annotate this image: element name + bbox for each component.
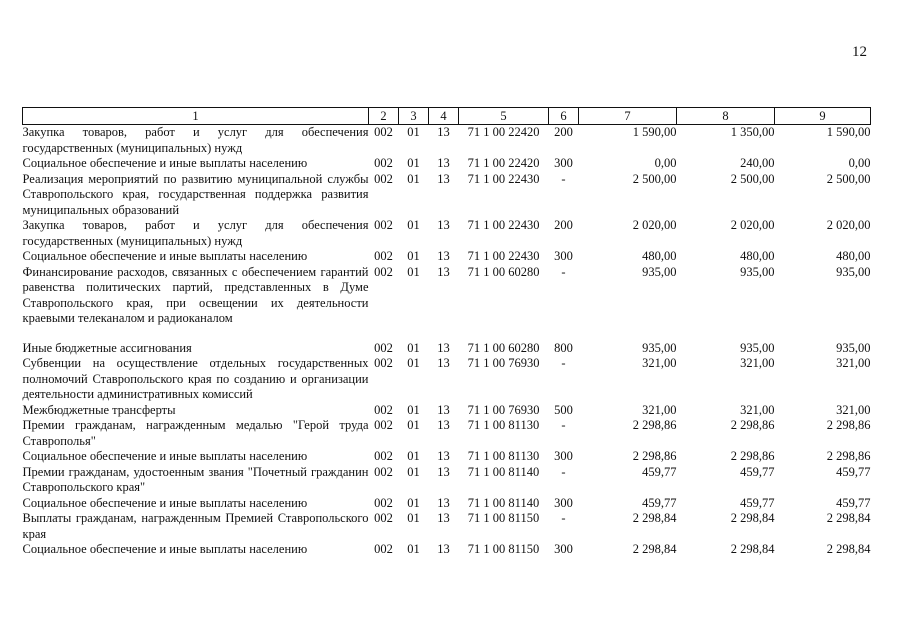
cell-target-article: 71 1 00 81150 bbox=[467, 511, 540, 525]
cell-sum-2: 459,77 bbox=[740, 464, 775, 479]
cell-name: Выплаты гражданам, награжденным Премией Ставропольского края bbox=[22, 511, 369, 541]
cell-sum-2: 459,77 bbox=[740, 495, 775, 510]
cell-target-article: 71 1 00 22420 bbox=[467, 156, 540, 170]
cell-sum-3: 480,00 bbox=[836, 249, 871, 263]
cell-expense-type: 300 bbox=[554, 542, 573, 556]
row-spacer bbox=[23, 327, 871, 341]
cell-target-article: 71 1 00 81150 bbox=[467, 542, 540, 556]
cell-sum-1: 459,77 bbox=[642, 464, 677, 479]
cell-section: 01 bbox=[407, 418, 420, 432]
cell-subsection: 13 bbox=[437, 356, 450, 370]
table-row bbox=[23, 418, 871, 449]
cell-sum-2: 935,00 bbox=[740, 340, 775, 355]
cell-sum-3: 935,00 bbox=[836, 340, 871, 355]
cell-subsection: 13 bbox=[437, 495, 450, 510]
table-row bbox=[23, 449, 871, 465]
cell-expense-type: - bbox=[561, 511, 566, 525]
table-row bbox=[23, 542, 871, 558]
cell-subsection: 13 bbox=[437, 249, 450, 263]
cell-ministry: 002 bbox=[374, 511, 393, 525]
cell-name: Финансирование расходов, связанных с обеспечением гарантий равенства политических партий, представленных в Думе Ставропольского края, при освещении их деятельности краевыми телеканалом и радиоканалом bbox=[22, 264, 369, 325]
cell-sum-3: 0,00 bbox=[848, 156, 871, 170]
table-body bbox=[23, 125, 871, 558]
table-row bbox=[23, 356, 871, 403]
cell-expense-type: 500 bbox=[554, 402, 573, 417]
cell-ministry: 002 bbox=[374, 125, 393, 139]
cell-sum-1: 2 020,00 bbox=[632, 218, 677, 232]
cell-sum-3: 1 590,00 bbox=[826, 125, 871, 139]
table-row bbox=[23, 172, 871, 219]
cell-sum-2: 321,00 bbox=[740, 356, 775, 370]
cell-section: 01 bbox=[407, 402, 420, 417]
header-col-3: 3 bbox=[399, 108, 429, 125]
cell-sum-2: 2 020,00 bbox=[730, 218, 775, 232]
cell-target-article: 71 1 00 81130 bbox=[467, 449, 540, 463]
cell-subsection: 13 bbox=[437, 542, 450, 556]
table-row bbox=[23, 249, 871, 265]
table-row bbox=[23, 125, 871, 157]
cell-section: 01 bbox=[407, 542, 420, 556]
cell-sum-1: 0,00 bbox=[654, 156, 677, 170]
cell-sum-3: 2 298,86 bbox=[826, 418, 871, 432]
cell-expense-type: 800 bbox=[554, 340, 573, 355]
cell-expense-type: 300 bbox=[554, 449, 573, 463]
budget-table bbox=[22, 107, 871, 558]
cell-target-article: 71 1 00 60280 bbox=[467, 340, 540, 355]
cell-section: 01 bbox=[407, 464, 420, 479]
cell-section: 01 bbox=[407, 449, 420, 463]
cell-sum-3: 321,00 bbox=[836, 402, 871, 417]
cell-sum-2: 321,00 bbox=[740, 402, 775, 417]
header-col-6: 6 bbox=[549, 108, 579, 125]
cell-ministry: 002 bbox=[374, 542, 393, 556]
cell-sum-2: 1 350,00 bbox=[730, 125, 775, 139]
cell-name: Социальное обеспечение и иные выплаты населению bbox=[22, 542, 308, 556]
cell-subsection: 13 bbox=[437, 156, 450, 170]
cell-expense-type: - bbox=[561, 171, 566, 186]
cell-ministry: 002 bbox=[374, 495, 393, 510]
cell-ministry: 002 bbox=[374, 218, 393, 232]
table-header-row bbox=[23, 108, 871, 125]
cell-name: Закупка товаров, работ и услуг для обеспечения государственных (муниципальных) нужд bbox=[22, 125, 369, 155]
cell-sum-3: 2 020,00 bbox=[826, 218, 871, 232]
cell-expense-type: 200 bbox=[554, 218, 573, 232]
table-row bbox=[23, 218, 871, 249]
cell-ministry: 002 bbox=[374, 418, 393, 432]
cell-expense-type: 300 bbox=[554, 156, 573, 170]
cell-subsection: 13 bbox=[437, 264, 450, 279]
cell-subsection: 13 bbox=[437, 340, 450, 355]
page-number: 12 bbox=[852, 44, 867, 60]
cell-subsection: 13 bbox=[437, 402, 450, 417]
cell-sum-3: 2 298,84 bbox=[826, 511, 871, 525]
cell-sum-3: 459,77 bbox=[836, 495, 871, 510]
cell-expense-type: - bbox=[561, 356, 566, 370]
cell-name: Премии гражданам, удостоенным звания "Почетный гражданин Ставропольского края" bbox=[22, 464, 369, 494]
cell-expense-type: - bbox=[561, 418, 566, 432]
cell-sum-1: 321,00 bbox=[642, 356, 677, 370]
cell-subsection: 13 bbox=[437, 418, 450, 432]
header-col-8: 8 bbox=[677, 108, 775, 125]
cell-name: Иные бюджетные ассигнования bbox=[22, 340, 192, 355]
cell-ministry: 002 bbox=[374, 356, 393, 370]
cell-ministry: 002 bbox=[374, 402, 393, 417]
header-col-1: 1 bbox=[23, 108, 369, 125]
header-col-2: 2 bbox=[369, 108, 399, 125]
cell-subsection: 13 bbox=[437, 125, 450, 139]
cell-name: Межбюджетные трансферты bbox=[22, 402, 176, 417]
cell-sum-1: 1 590,00 bbox=[632, 125, 677, 139]
cell-target-article: 71 1 00 22430 bbox=[467, 171, 540, 186]
cell-sum-2: 240,00 bbox=[740, 156, 775, 170]
cell-sum-2: 480,00 bbox=[740, 249, 775, 263]
table-row bbox=[23, 265, 871, 327]
cell-target-article: 71 1 00 81140 bbox=[467, 495, 540, 510]
table-row bbox=[23, 496, 871, 512]
cell-sum-1: 480,00 bbox=[642, 249, 677, 263]
cell-sum-2: 2 298,84 bbox=[730, 511, 775, 525]
cell-name: Закупка товаров, работ и услуг для обеспечения государственных (муниципальных) нужд bbox=[22, 218, 369, 248]
cell-sum-1: 935,00 bbox=[642, 264, 677, 279]
cell-name: Социальное обеспечение и иные выплаты населению bbox=[22, 495, 308, 510]
cell-expense-type: 300 bbox=[554, 495, 573, 510]
header-col-7: 7 bbox=[579, 108, 677, 125]
cell-subsection: 13 bbox=[437, 171, 450, 186]
header-col-4: 4 bbox=[429, 108, 459, 125]
cell-section: 01 bbox=[407, 495, 420, 510]
cell-sum-2: 2 298,86 bbox=[730, 418, 775, 432]
cell-sum-2: 935,00 bbox=[740, 264, 775, 279]
cell-sum-1: 2 298,86 bbox=[632, 449, 677, 463]
cell-name: Социальное обеспечение и иные выплаты населению bbox=[22, 449, 308, 463]
header-col-5: 5 bbox=[459, 108, 549, 125]
cell-target-article: 71 1 00 76930 bbox=[467, 402, 540, 417]
cell-name: Социальное обеспечение и иные выплаты населению bbox=[22, 156, 308, 170]
cell-sum-2: 2 298,84 bbox=[730, 542, 775, 556]
table-row bbox=[23, 511, 871, 542]
cell-subsection: 13 bbox=[437, 464, 450, 479]
spacer-cell bbox=[23, 327, 871, 341]
cell-target-article: 71 1 00 22420 bbox=[467, 125, 540, 139]
cell-section: 01 bbox=[407, 156, 420, 170]
cell-sum-3: 2 298,84 bbox=[826, 542, 871, 556]
cell-expense-type: 200 bbox=[554, 125, 573, 139]
cell-target-article: 71 1 00 22430 bbox=[467, 249, 540, 263]
cell-sum-3: 2 298,86 bbox=[826, 449, 871, 463]
cell-sum-2: 2 500,00 bbox=[730, 171, 775, 186]
cell-target-article: 71 1 00 60280 bbox=[467, 264, 540, 279]
cell-ministry: 002 bbox=[374, 249, 393, 263]
cell-sum-1: 2 298,84 bbox=[632, 511, 677, 525]
table-row bbox=[23, 156, 871, 172]
cell-sum-3: 2 500,00 bbox=[826, 171, 871, 186]
cell-sum-3: 935,00 bbox=[836, 264, 871, 279]
cell-sum-3: 459,77 bbox=[836, 464, 871, 479]
cell-ministry: 002 bbox=[374, 340, 393, 355]
cell-ministry: 002 bbox=[374, 449, 393, 463]
cell-expense-type: 300 bbox=[554, 249, 573, 263]
cell-target-article: 71 1 00 22430 bbox=[467, 218, 540, 232]
cell-expense-type: - bbox=[561, 264, 566, 279]
table-row bbox=[23, 465, 871, 496]
cell-ministry: 002 bbox=[374, 171, 393, 186]
cell-expense-type: - bbox=[561, 464, 566, 479]
cell-section: 01 bbox=[407, 511, 420, 525]
cell-sum-2: 2 298,86 bbox=[730, 449, 775, 463]
cell-ministry: 002 bbox=[374, 264, 393, 279]
cell-subsection: 13 bbox=[437, 511, 450, 525]
cell-target-article: 71 1 00 81140 bbox=[467, 464, 540, 479]
cell-sum-1: 2 298,86 bbox=[632, 418, 677, 432]
cell-subsection: 13 bbox=[437, 218, 450, 232]
cell-sum-1: 935,00 bbox=[642, 340, 677, 355]
cell-section: 01 bbox=[407, 264, 420, 279]
cell-name: Социальное обеспечение и иные выплаты населению bbox=[22, 249, 308, 263]
cell-sum-1: 2 298,84 bbox=[632, 542, 677, 556]
cell-ministry: 002 bbox=[374, 464, 393, 479]
cell-section: 01 bbox=[407, 125, 420, 139]
cell-name: Премии гражданам, награжденным медалью "Герой труда Ставрополья" bbox=[22, 418, 369, 448]
cell-section: 01 bbox=[407, 356, 420, 370]
table-row bbox=[23, 403, 871, 419]
cell-section: 01 bbox=[407, 171, 420, 186]
cell-name: Субвенции на осуществление отдельных государственных полномочий Ставропольского края по созданию и организации деятельности административных комиссий bbox=[22, 356, 369, 401]
cell-section: 01 bbox=[407, 218, 420, 232]
cell-sum-3: 321,00 bbox=[836, 356, 871, 370]
cell-section: 01 bbox=[407, 249, 420, 263]
cell-name: Реализация мероприятий по развитию муниципальной службы Ставропольского края, государственная поддержка развития муниципальных образований bbox=[22, 171, 369, 217]
cell-sum-1: 2 500,00 bbox=[632, 171, 677, 186]
cell-section: 01 bbox=[407, 340, 420, 355]
cell-target-article: 71 1 00 76930 bbox=[467, 356, 540, 370]
table-row bbox=[23, 341, 871, 357]
cell-subsection: 13 bbox=[437, 449, 450, 463]
cell-ministry: 002 bbox=[374, 156, 393, 170]
cell-target-article: 71 1 00 81130 bbox=[467, 418, 540, 432]
cell-sum-1: 321,00 bbox=[642, 402, 677, 417]
cell-sum-1: 459,77 bbox=[642, 495, 677, 510]
header-col-9: 9 bbox=[775, 108, 871, 125]
